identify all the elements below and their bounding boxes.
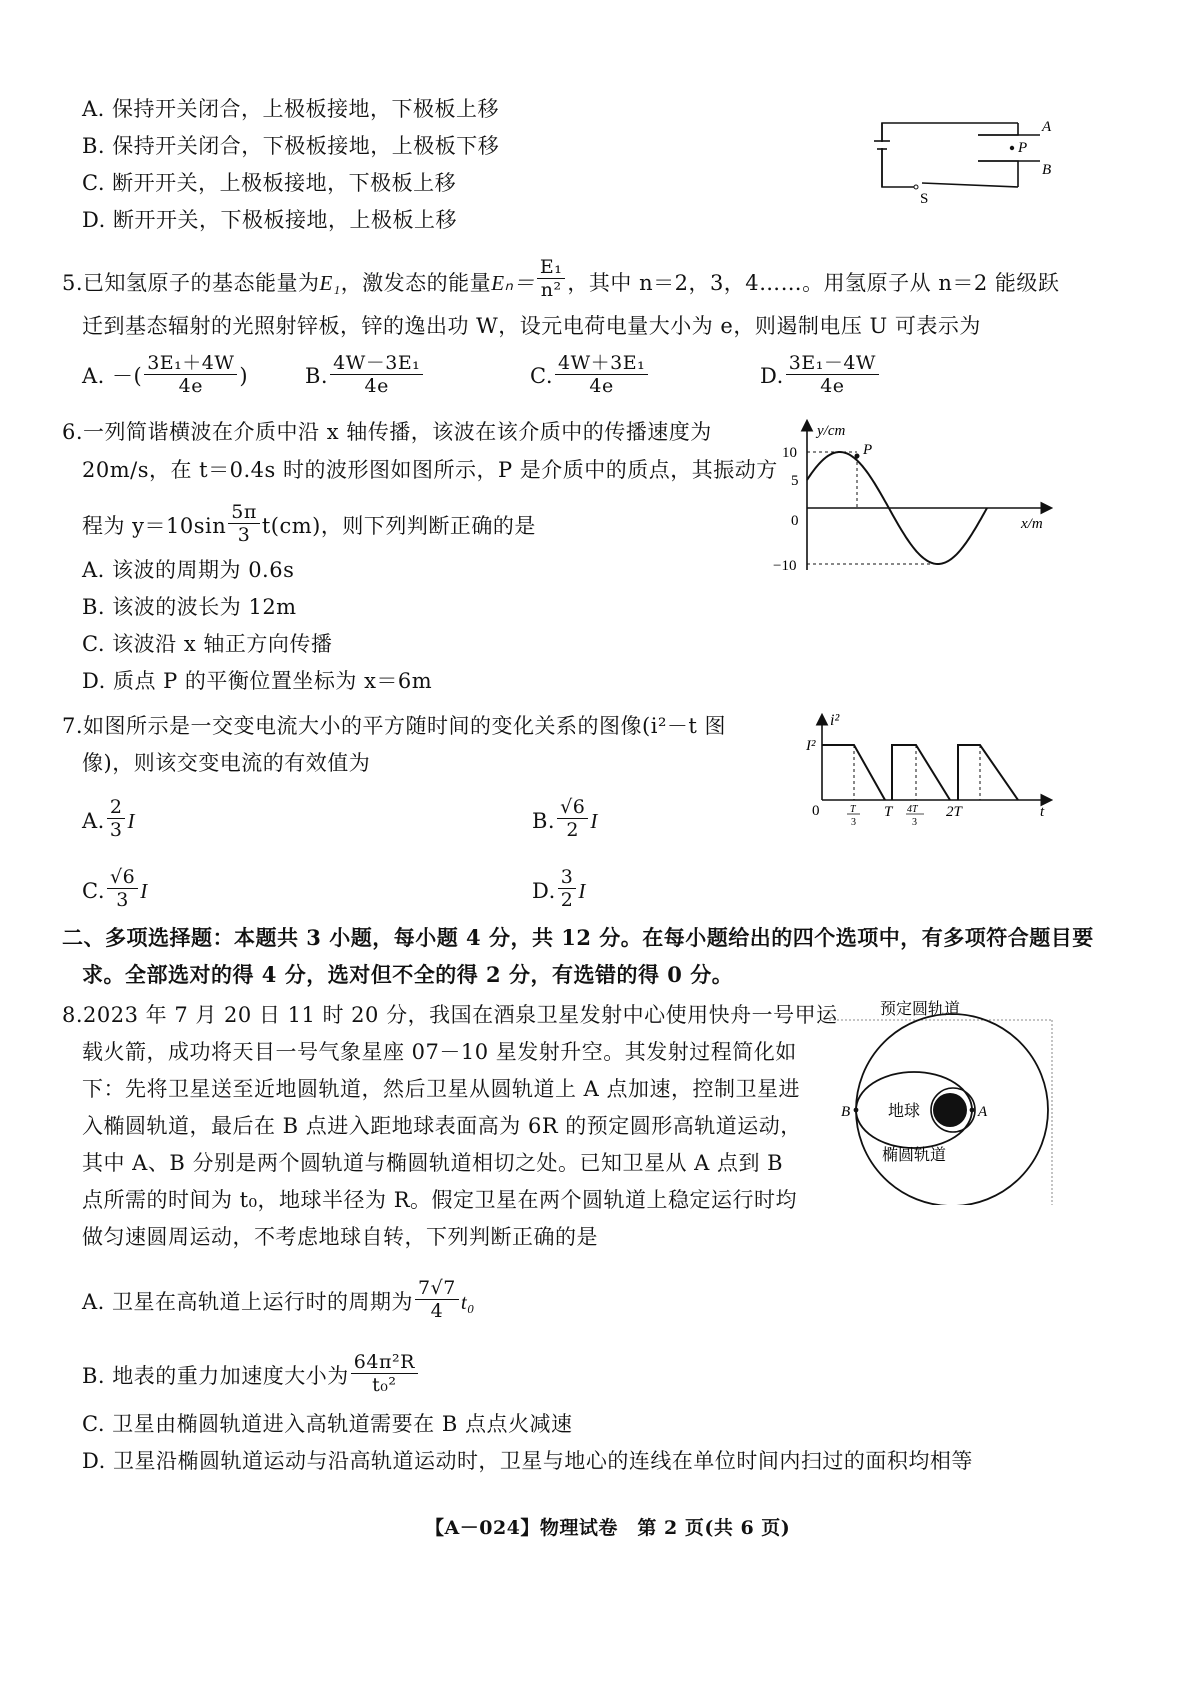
y-axis-label: i² [830, 712, 840, 729]
current-squared-graph [800, 708, 1060, 833]
q6-text-b: t(cm)，则下列判断正确的是 [261, 514, 536, 538]
q8-opt-a-den: 4 [430, 1300, 444, 1322]
point-b [854, 1108, 859, 1113]
waveform [822, 745, 1018, 800]
q7-opt-d-den: 2 [560, 889, 574, 911]
q4-option-b: B. 保持开关闭合，下极板接地，上极板下移 [82, 134, 500, 158]
q5-opt-d-num: 3E₁－4W [786, 352, 879, 375]
q5-opt-c-num: 4W＋3E₁ [555, 352, 648, 375]
q7-opt-a-label: A. [82, 809, 105, 833]
q6-frac-den: 3 [237, 524, 251, 546]
q6-option-a: A. 该波的周期为 0.6s [82, 558, 295, 582]
label-p: P [1018, 140, 1028, 156]
q5-option-b [305, 352, 425, 400]
q5-option-c [530, 352, 650, 400]
point-a [970, 1108, 975, 1113]
q7-opt-b-unit: I [590, 809, 598, 833]
q8-stem-line4: 入椭圆轨道，最后在 B 点进入距地球表面高为 6R 的预定圆形高轨道运动， [82, 1114, 802, 1138]
q6-frac-num: 5π [228, 501, 260, 524]
tick-t-over-3-num: T [850, 804, 856, 815]
q7-opt-b-frac [557, 796, 588, 841]
q8-opt-b-text: B. 地表的重力加速度大小为 [82, 1364, 349, 1388]
q6-stem-line1: 6.一列简谐横波在介质中沿 x 轴传播，该波在该介质中的传播速度为 [62, 420, 712, 444]
q7-opt-c-den: 3 [116, 889, 129, 911]
section2-heading-line1: 二、多项选择题：本题共 3 小题，每小题 4 分，共 12 分。在每小题给出的四个选项中，有多项符合题目要 [62, 925, 1094, 950]
q5-text-c: ，其中 n＝2，3，4……。用氢原子从 n＝2 能级跃 [567, 271, 1060, 295]
q5-opt-c-label: C. [530, 364, 553, 388]
q5-stem-line1 [62, 256, 1060, 307]
q7-opt-b-num: √6 [557, 796, 588, 819]
tick-4t-over-3-num: 4T [907, 804, 918, 815]
q6-option-b: B. 该波的波长为 12m [82, 595, 297, 619]
q8-opt-b-frac [351, 1351, 418, 1396]
q7-opt-a-frac [107, 796, 126, 841]
q7-opt-d-frac [558, 866, 577, 911]
q8-option-c: C. 卫星由椭圆轨道进入高轨道需要在 B 点点火减速 [82, 1412, 573, 1436]
tick-2t: 2T [946, 804, 962, 820]
q5-opt-b-den: 4e [364, 375, 389, 397]
q5-opt-b-frac [330, 352, 423, 397]
q5-opt-a-den: 4e [178, 375, 203, 397]
q7-stem-line1: 7.如图所示是一交变电流大小的平方随时间的变化关系的图像(i²－t 图 [62, 714, 726, 738]
q8-stem-line1: 8.2023 年 7 月 20 日 11 时 20 分，我国在酒泉卫星发射中心使用快舟一号甲运 [62, 1003, 838, 1027]
q8-opt-a-tail: t₀ [460, 1290, 475, 1314]
earth-label: 地球 [888, 1103, 921, 1120]
q5-opt-a-frac [144, 352, 237, 397]
x-axis-label: t [1040, 804, 1045, 820]
q7-option-a [82, 796, 135, 845]
q7-opt-c-unit: I [140, 879, 148, 903]
q6-stem-line2: 20m/s，在 t＝0.4s 时的波形图如图所示，P 是介质中的质点，其振动方 [82, 458, 778, 482]
figure-title: 预定圆轨道 [879, 1001, 961, 1018]
origin-label: 0 [812, 803, 820, 819]
q7-option-d [532, 866, 586, 915]
point-p [855, 454, 860, 459]
q5-e1: E₁ [319, 271, 341, 295]
q5-opt-b-num: 4W－3E₁ [330, 352, 423, 375]
q5-opt-d-label: D. [760, 364, 784, 388]
label-p: P [863, 442, 873, 458]
q8-opt-b-den: t₀² [372, 1374, 397, 1396]
q6-option-c: C. 该波沿 x 轴正方向传播 [82, 632, 333, 656]
earth [933, 1093, 967, 1127]
q7-opt-b-label: B. [532, 809, 556, 833]
q7-opt-a-den: 3 [109, 819, 123, 841]
q5-opt-d-frac [786, 352, 879, 397]
q8-opt-b-num: 64π²R [351, 1351, 418, 1374]
q8-stem-line3: 下：先将卫星送至近地圆轨道，然后卫星从圆轨道上 A 点加速，控制卫星进 [82, 1077, 801, 1101]
q5-opt-c-frac [555, 352, 648, 397]
q7-option-c [82, 866, 148, 915]
q5-opt-a-label: A. －( [82, 364, 143, 388]
q8-option-a [82, 1277, 475, 1326]
q5-text-a: 5.已知氢原子的基态能量为 [62, 271, 320, 295]
q6-text-a: 程为 y＝10sin [82, 514, 227, 538]
page-footer: 【A－024】物理试卷 第 2 页(共 6 页) [425, 1517, 791, 1539]
capacitor-circuit-figure [870, 95, 1060, 210]
tick-minus-10: −10 [773, 558, 797, 574]
q8-opt-a-text: A. 卫星在高轨道上运行时的周期为 [82, 1290, 414, 1314]
ellipse-label: 椭圆轨道 [882, 1147, 947, 1164]
q7-option-b [532, 796, 598, 845]
label-b: B [841, 1104, 851, 1120]
q5-opt-d-den: 4e [820, 375, 845, 397]
q8-stem-line5: 其中 A、B 分别是两个圆轨道与椭圆轨道相切之处。已知卫星从 A 点到 B [82, 1151, 784, 1175]
q5-opt-a-close: ) [239, 364, 249, 388]
tick-t-over-3-den: 3 [851, 817, 856, 828]
q7-opt-d-num: 3 [558, 866, 577, 889]
tick-10: 10 [782, 445, 797, 461]
q7-stem-line2: 像)，则该交变电流的有效值为 [82, 751, 371, 775]
q8-option-d: D. 卫星沿椭圆轨道运动与沿高轨道运动时，卫星与地心的连线在单位时间内扫过的面积均相等 [82, 1449, 973, 1473]
q5-stem-line2: 迁到基态辐射的光照射锌板，锌的逸出功 W，设元电荷电量大小为 e，则遏制电压 U 可表示为 [82, 314, 981, 338]
tick-t: T [884, 804, 893, 820]
q8-stem-line7: 做匀速圆周运动，不考虑地球自转，下列判断正确的是 [82, 1225, 598, 1249]
q4-option-a: A. 保持开关闭合，上极板接地，下极板上移 [82, 97, 500, 121]
tick-4t-over-3-den: 3 [912, 817, 917, 828]
q8-stem-line6: 点所需的时间为 t₀，地球半径为 R。假定卫星在两个圆轨道上稳定运行时均 [82, 1188, 798, 1212]
q6-stem-line3 [82, 501, 536, 550]
q5-frac-den: n² [540, 279, 562, 301]
y-axis-label: y/cm [817, 423, 846, 439]
label-s: S [920, 191, 929, 207]
q8-opt-a-num: 7√7 [415, 1277, 459, 1300]
section2-heading-line2: 求。全部选对的得 4 分，选对但不全的得 2 分，有选错的得 0 分。 [82, 962, 734, 987]
q5-opt-a-num: 3E₁＋4W [144, 352, 237, 375]
q5-option-d [760, 352, 881, 400]
q5-fraction [537, 256, 566, 301]
q7-opt-a-unit: I [127, 809, 135, 833]
q4-option-c: C. 断开开关，上极板接地，下极板上移 [82, 171, 457, 195]
q5-frac-num: E₁ [537, 256, 566, 279]
orbit-figure [828, 990, 1060, 1205]
x-axis-label: x/m [1021, 516, 1043, 532]
y-tick-i-squared: I² [806, 738, 816, 754]
q5-text-b: ，激发态的能量 [340, 271, 492, 295]
label-b: B [1042, 162, 1052, 178]
q6-fraction [228, 501, 260, 546]
q8-option-b [82, 1351, 420, 1400]
q8-stem-line2: 载火箭，成功将天目一号气象星座 07－10 星发射升空。其发射过程简化如 [82, 1040, 797, 1064]
q7-opt-d-label: D. [532, 879, 556, 903]
q5-opt-c-den: 4e [589, 375, 614, 397]
q5-opt-b-label: B. [305, 364, 329, 388]
label-a: A [1042, 119, 1052, 135]
q7-opt-a-num: 2 [107, 796, 126, 819]
q6-option-d: D. 质点 P 的平衡位置坐标为 x＝6m [82, 669, 433, 693]
point-p [1010, 146, 1014, 150]
q4-option-d: D. 断开开关，下极板接地，上极板上移 [82, 208, 457, 232]
tick-0: 0 [791, 513, 799, 529]
q8-opt-a-frac [415, 1277, 459, 1322]
q7-opt-c-frac [107, 866, 138, 911]
q7-opt-d-unit: I [578, 879, 586, 903]
q5-en: Eₙ＝ [491, 271, 535, 295]
tick-5: 5 [791, 473, 799, 489]
q7-opt-c-num: √6 [107, 866, 138, 889]
q7-opt-b-den: 2 [566, 819, 579, 841]
q5-option-a [82, 352, 249, 400]
label-a: A [978, 1104, 988, 1120]
q7-opt-c-label: C. [82, 879, 105, 903]
wave-graph-figure [765, 410, 1065, 585]
